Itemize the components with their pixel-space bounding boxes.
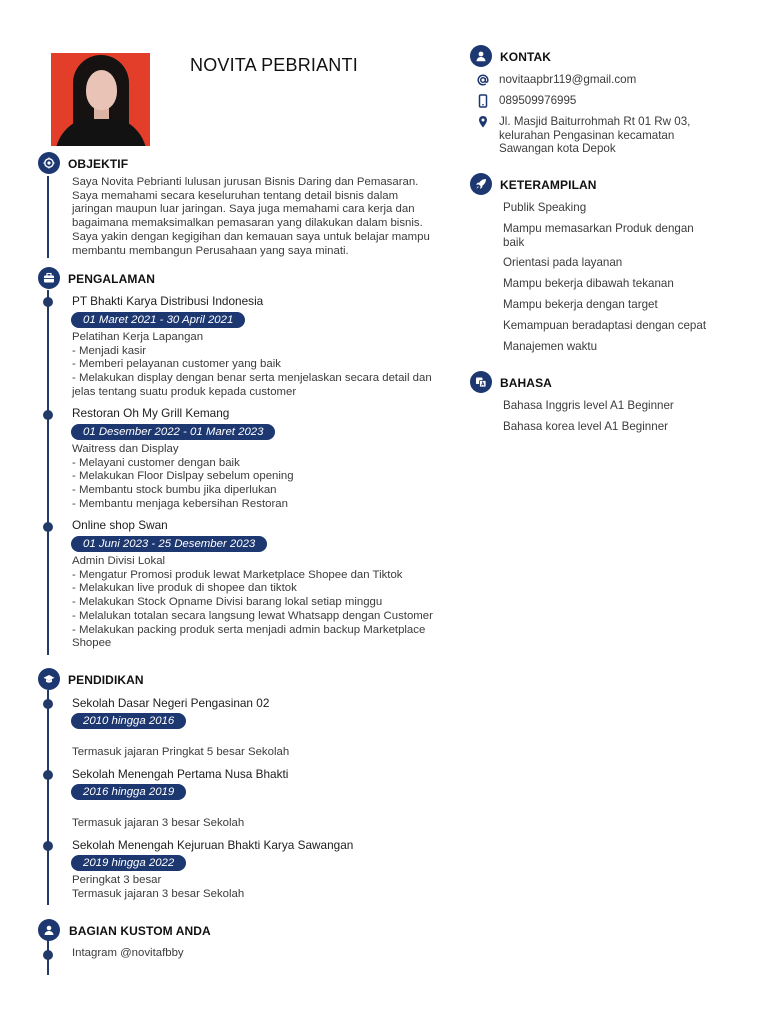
timeline-objective [47,176,49,258]
timeline-dot [43,950,53,960]
rocket-icon [470,173,492,195]
job-description: Admin Divisi Lokal - Mengatur Promosi produk lewat Marketplace Shopee dan Tiktok - Melakukan live produk di shopee dan tiktok - Melakukan Stock Opname Divisi barang lokal setiap minggu - Melalukan totalan secara langsung lewat Whatsapp dengan Customer - Melakukan packing produk serta menjadi admin backup Marketplace Shopee [72,555,433,650]
timeline-dot [43,297,53,307]
profile-photo [51,53,150,146]
candidate-name: NOVITA PEBRIANTI [190,55,358,75]
school-description: Termasuk jajaran 3 besar Sekolah [72,817,245,829]
school-description: Termasuk jajaran Pringkat 5 besar Sekolah [72,746,290,758]
address-text: Jl. Masjid Baiturrohmah Rt 01 Rw 03, kelurahan Pengasinan kecamatan Sawangan kota Depok [499,115,691,156]
job-period-badge: 01 Desember 2022 - 01 Maret 2023 [71,424,275,440]
job-description: Waitress dan Display - Melayani customer dengan baik - Melakukan Floor Dislpay sebelum opening - Membantu stock bumbu jika diperlukan - Membantu menjaga kebersihan Restoran [72,443,294,510]
skills-title: KETERAMPILAN [500,178,597,192]
email-text: novitaapbr119@gmail.com [499,73,637,86]
location-pin-icon [476,115,490,129]
timeline-dot [43,770,53,780]
school-description: Peringkat 3 besar Termasuk jajaran 3 besar Sekolah [72,874,245,900]
skill-item: Manajemen waktu [503,340,598,353]
language-icon [470,371,492,393]
skill-item: Mampu bekerja dengan target [503,298,658,311]
job-description: Pelatihan Kerja Lapangan - Menjadi kasir - Memberi pelayanan customer yang baik - Melakukan display dengan benar serta menjelaskan secara detail dan jelas tentang suatu produk kepada customer [72,331,432,398]
job-title: Restoran Oh My Grill Kemang [72,406,230,420]
skill-item: Orientasi pada layanan [503,256,623,269]
job-title: PT Bhakti Karya Distribusi Indonesia [72,294,264,308]
school-name: Sekolah Menengah Pertama Nusa Bhakti [72,767,289,781]
education-title: PENDIDIKAN [68,673,144,687]
timeline-experience [47,290,49,655]
phone-icon [476,94,490,108]
job-period-badge: 01 Juni 2023 - 25 Desember 2023 [71,536,267,552]
school-name: Sekolah Menengah Kejuruan Bhakti Karya Sawangan [72,838,354,852]
target-icon [38,152,60,174]
timeline-dot [43,522,53,532]
job-title: Online shop Swan [72,518,168,532]
timeline-dot [43,699,53,709]
language-item: Bahasa korea level A1 Beginner [503,420,669,433]
timeline-education [47,690,49,905]
school-name: Sekolah Dasar Negeri Pengasinan 02 [72,696,270,710]
custom-title: BAGIAN KUSTOM ANDA [69,924,211,938]
instagram-text: Intagram @novitafbby [72,947,184,959]
skill-item: Mampu memasarkan Produk dengan baik [503,222,694,249]
skill-item: Kemampuan beradaptasi dengan cepat [503,319,707,332]
experience-title: PENGALAMAN [68,272,155,286]
user-badge-icon [38,919,60,941]
languages-title: BAHASA [500,376,552,390]
skill-item: Mampu bekerja dibawah tekanan [503,277,674,290]
timeline-dot [43,841,53,851]
language-item: Bahasa Inggris level A1 Beginner [503,399,674,412]
at-icon [476,73,490,87]
user-icon [470,45,492,67]
briefcase-icon [38,267,60,289]
graduation-cap-icon [38,668,60,690]
objective-title: OBJEKTIF [68,157,129,171]
timeline-dot [43,410,53,420]
objective-text: Saya Novita Pebrianti lulusan jurusan Bisnis Daring dan Pemasaran. Saya memahami secara keseluruhan tentang detail bisnis dalam jaringan maupun luar jaringan. Saya juga memahami cara kerja dan bagaimana memaksimalkan pemasaran yang dilakukan dalam bisnis. Saya yakin dengan kegigihan dan kemauan saya untuk belajar mampu membantu membangun Perusahaan yang saya minati. [72,176,430,257]
school-period-badge: 2019 hingga 2022 [71,855,186,871]
job-period-badge: 01 Maret 2021 - 30 April 2021 [71,312,245,328]
school-period-badge: 2010 hingga 2016 [71,713,186,729]
skill-item: Publik Speaking [503,201,587,214]
phone-text: 089509976995 [499,94,577,107]
contact-title: KONTAK [500,50,552,64]
school-period-badge: 2016 hingga 2019 [71,784,186,800]
